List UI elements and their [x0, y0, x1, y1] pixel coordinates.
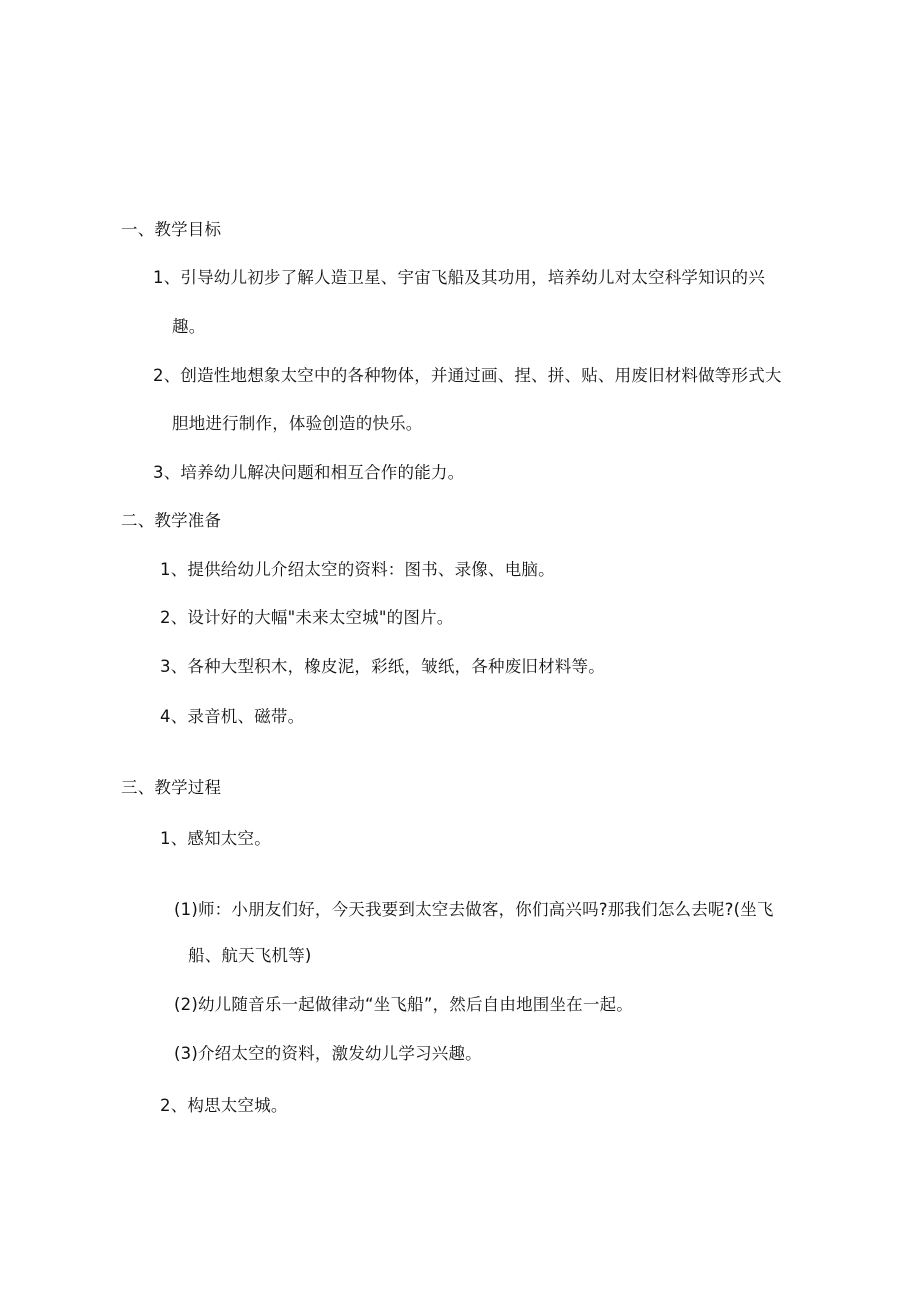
- objective-item-1: 1、引导幼儿初步了解人造卫星、宇宙飞船及其功用，培养幼儿对太空科学知识的兴: [153, 268, 765, 287]
- preparation-item-4: 4、录音机、磁带。: [160, 707, 305, 726]
- preparation-item-2: 2、设计好的大幅"未来太空城"的图片。: [160, 608, 454, 627]
- objective-item-3: 3、培养幼儿解决问题和相互合作的能力。: [153, 463, 465, 482]
- section-heading-objectives: 一、教学目标: [121, 220, 222, 239]
- preparation-item-1: 1、提供给幼儿介绍太空的资料：图书、录像、电脑。: [160, 560, 555, 579]
- objective-item-2-continued: 胆地进行制作，体验创造的快乐。: [172, 414, 423, 433]
- section-heading-preparation: 二、教学准备: [121, 511, 222, 530]
- process-substep-3: (3)介绍太空的资料，激发幼儿学习兴趣。: [174, 1044, 482, 1063]
- preparation-item-3: 3、各种大型积木，橡皮泥，彩纸，皱纸，各种废旧材料等。: [160, 657, 605, 676]
- process-step-2: 2、构思太空城。: [160, 1096, 288, 1115]
- objective-item-1-continued: 趣。: [172, 317, 206, 336]
- process-substep-2: (2)幼儿随音乐一起做律动“坐飞船”，然后自由地围坐在一起。: [174, 995, 633, 1014]
- process-step-1: 1、感知太空。: [160, 829, 271, 848]
- process-substep-1-continued: 船、航天飞机等): [188, 946, 312, 965]
- section-heading-process: 三、教学过程: [121, 778, 222, 797]
- process-substep-1: (1)师：小朋友们好，今天我要到太空去做客，你们高兴吗?那我们怎么去呢?(坐飞: [174, 900, 774, 919]
- objective-item-2: 2、创造性地想象太空中的各种物体，并通过画、捏、拼、贴、用废旧材料做等形式大: [153, 366, 782, 385]
